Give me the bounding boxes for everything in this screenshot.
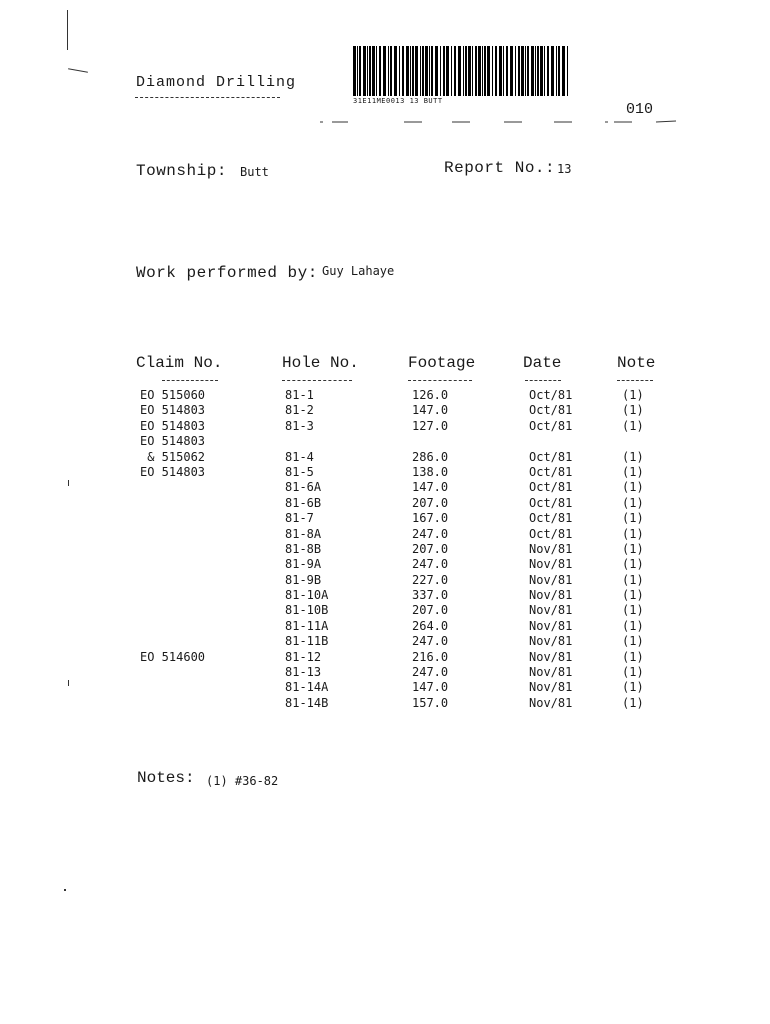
hole-no-cell: 81-12 [285,649,322,664]
note-cell: (1) [622,649,644,664]
claim-no-cell: & 515062 [140,449,206,464]
footage-cell: 247.0 [412,665,449,680]
hole-no-cell: 81-9A [285,557,322,572]
table-row [0,480,770,495]
note-cell: (1) [622,403,644,418]
footage-cell: 286.0 [412,449,449,464]
claim-no-cell: EO 514803 [140,403,206,418]
hole-no-cell: 81-6B [285,495,322,510]
hole-no-cell: 81-5 [285,464,314,479]
header-underline [525,380,561,381]
note-cell: (1) [622,680,644,695]
date-cell: Oct/81 [529,495,573,510]
date-cell: Nov/81 [529,588,573,603]
note-cell: (1) [622,480,644,495]
table-row [0,588,770,603]
hole-no-cell: 81-8A [285,526,322,541]
footage-cell: 337.0 [412,588,449,603]
header-underline [162,380,218,381]
table-row [0,465,770,480]
hole-no-cell: 81-11A [285,618,329,633]
footage-cell: 138.0 [412,464,449,479]
table-row [0,557,770,572]
claim-no-cell: EO 514803 [140,434,206,449]
table-row [0,450,770,465]
claim-no-cell: EO 515060 [140,388,206,402]
footage-cell: 147.0 [412,403,449,418]
header-footage: Footage [408,354,476,372]
date-cell: Oct/81 [529,449,573,464]
note-cell: (1) [622,541,644,556]
footage-cell: 207.0 [412,603,449,618]
table-row [0,650,770,665]
date-cell: Nov/81 [529,541,573,556]
table-row [0,434,770,449]
note-cell: (1) [622,634,644,649]
document-title: Diamond Drilling [136,74,297,91]
header-underline [282,380,352,381]
hole-no-cell: 81-2 [285,403,314,418]
scan-mark [64,889,66,891]
date-cell: Nov/81 [529,680,573,695]
table-row [0,665,770,680]
date-cell: Nov/81 [529,665,573,680]
barcode [353,46,571,96]
hole-no-cell: 81-8B [285,541,322,556]
barcode-caption: 31E11ME0013 13 BUTT [353,97,443,105]
table-row [0,680,770,695]
header-underline [408,380,472,381]
footage-cell: 126.0 [412,388,449,402]
hole-no-cell: 81-4 [285,449,314,464]
table-row [0,542,770,557]
footage-cell: 167.0 [412,511,449,526]
date-cell: Nov/81 [529,649,573,664]
hole-no-cell: 81-3 [285,418,314,433]
footage-cell: 264.0 [412,618,449,633]
footage-cell: 247.0 [412,634,449,649]
header-hole-no: Hole No. [282,354,359,372]
footage-cell: 247.0 [412,526,449,541]
date-cell: Oct/81 [529,511,573,526]
table-row [0,403,770,418]
hole-no-cell: 81-13 [285,665,322,680]
header-underline [617,380,653,381]
date-cell: Nov/81 [529,557,573,572]
work-performed-value: Guy Lahaye [322,264,395,278]
note-cell: (1) [622,588,644,603]
footage-cell: 227.0 [412,572,449,587]
note-cell: (1) [622,603,644,618]
note-cell: (1) [622,695,644,710]
note-cell: (1) [622,418,644,433]
table-row [0,527,770,542]
scan-mark [67,10,68,50]
footage-cell: 207.0 [412,495,449,510]
hole-no-cell: 81-10A [285,588,329,603]
header-claim-no: Claim No. [136,354,223,372]
drilling-table [0,388,770,711]
notes-value: (1) #36-82 [206,774,279,788]
note-cell: (1) [622,464,644,479]
notes-label: Notes: [137,769,195,787]
township-label: Township: [136,162,227,180]
date-cell: Nov/81 [529,634,573,649]
scan-mark [68,68,88,72]
note-cell: (1) [622,449,644,464]
date-cell: Nov/81 [529,572,573,587]
footage-cell: 207.0 [412,541,449,556]
note-cell: (1) [622,526,644,541]
table-row [0,388,770,403]
header-dash-line [320,119,680,129]
work-performed-label: Work performed by: [136,264,318,282]
table-row [0,511,770,526]
hole-no-cell: 81-9B [285,572,322,587]
footage-cell: 147.0 [412,480,449,495]
table-row [0,496,770,511]
date-cell: Oct/81 [529,418,573,433]
table-row [0,419,770,434]
hole-no-cell: 81-10B [285,603,329,618]
footage-cell: 157.0 [412,695,449,710]
title-underline [135,97,280,98]
note-cell: (1) [622,511,644,526]
table-row [0,603,770,618]
date-cell: Oct/81 [529,388,573,402]
page-stamp: 010 [626,101,654,118]
report-number-label: Report No.: [444,159,556,177]
date-cell: Oct/81 [529,464,573,479]
hole-no-cell: 81-14A [285,680,329,695]
date-cell: Oct/81 [529,403,573,418]
hole-no-cell: 81-1 [285,388,314,402]
hole-no-cell: 81-11B [285,634,329,649]
claim-no-cell: EO 514803 [140,464,206,479]
claim-no-cell: EO 514600 [140,649,206,664]
date-cell: Nov/81 [529,603,573,618]
claim-no-cell: EO 514803 [140,418,206,433]
note-cell: (1) [622,618,644,633]
report-number-value: 13 [557,162,572,176]
table-row [0,634,770,649]
date-cell: Nov/81 [529,695,573,710]
table-row [0,696,770,711]
header-note: Note [617,354,656,372]
footage-cell: 147.0 [412,680,449,695]
note-cell: (1) [622,388,644,402]
township-value: Butt [240,165,269,179]
note-cell: (1) [622,495,644,510]
table-row [0,573,770,588]
footage-cell: 247.0 [412,557,449,572]
footage-cell: 216.0 [412,649,449,664]
date-cell: Oct/81 [529,480,573,495]
table-row [0,619,770,634]
date-cell: Nov/81 [529,618,573,633]
hole-no-cell: 81-7 [285,511,314,526]
header-date: Date [523,354,562,372]
note-cell: (1) [622,557,644,572]
note-cell: (1) [622,665,644,680]
hole-no-cell: 81-14B [285,695,329,710]
note-cell: (1) [622,572,644,587]
footage-cell: 127.0 [412,418,449,433]
hole-no-cell: 81-6A [285,480,322,495]
date-cell: Oct/81 [529,526,573,541]
